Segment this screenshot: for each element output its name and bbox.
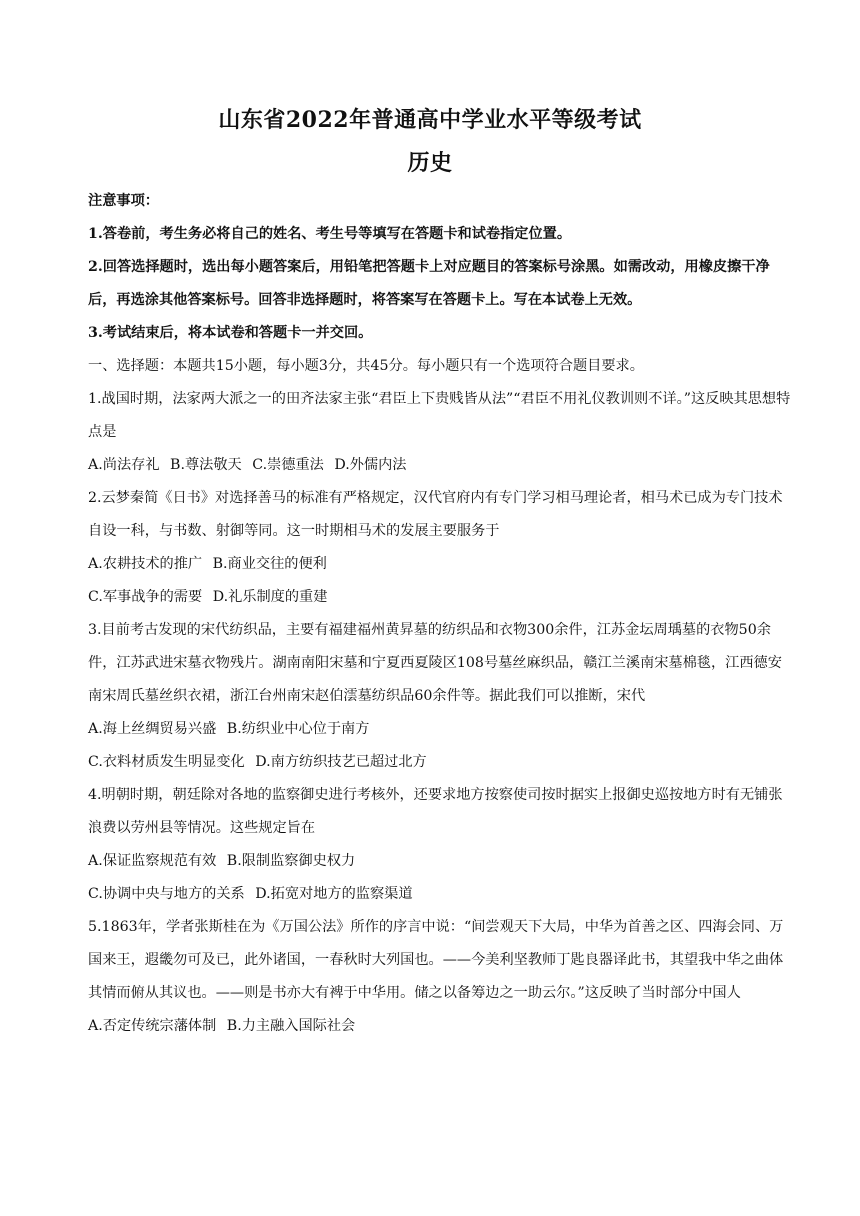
option: B.力主融入国际社会 [226,1018,356,1034]
question-options [88,581,793,614]
option: D.礼乐制度的重建 [212,589,328,605]
option: D.南方纺织技艺已超过北方 [255,754,427,770]
section-heading: 一、选择题：本题共15小题，每小题3分，共45分。每小题只有一个选项符合题目要求。 [88,358,644,374]
option: C.衣料材质发生明显变化 [88,754,245,770]
option: D.拓宽对地方的监察渠道 [255,886,413,902]
exam-title: 山东省2022年普通高中学业水平等级考试 [218,107,642,133]
option: A.海上丝绸贸易兴盛 [88,721,217,737]
note-item: 3.考试结束后，将本试卷和答题卡一并交回。 [88,325,373,341]
question-options [88,845,793,878]
option: A.保证监察规范有效 [88,853,217,869]
option: B.商业交往的便利 [212,556,327,572]
option: C.协调中央与地方的关系 [88,886,245,902]
option: A.尚法存礼 [88,457,160,473]
question-options [88,713,793,746]
question-stem: 3.目前考古发现的宋代纺织品，主要有福建福州黄昇墓的纺织品和衣物300余件，江苏金坛周瑀墓的衣物50余件，江苏武进宋墓衣物残片。湖南南阳宋墓和宁夏西夏陵区108号墓丝麻织品，赣江兰溪南宋墓棉毯，江西德安南宋周氏墓丝织衣裙，浙江台州南宋赵伯澐墓纺织品60余件等。据此我们可以推断，宋代 [88,622,782,704]
subject-title: 历史 [407,150,453,176]
question-stem: 5.1863年，学者张斯桂在为《万国公法》所作的序言中说：“间尝观天下大局，中华为首善之区、四海会同、万国来王，遐畿勿可及已，此外诸国，一春秋时大列国也。——今美利坚教师丁匙良器译此书，其望我中华之曲体其情而俯从其议也。——则是书亦大有裨于中华用。储之以备筹边之一助云尔。”这反映了当时部分中国人 [88,919,784,1001]
note-item: 1.答卷前，考生务必将自己的姓名、考生号等填写在答题卡和试卷指定位置。 [88,226,572,242]
note-item: 2.回答选择题时，选出每小题答案后，用铅笔把答题卡上对应题目的答案标号涂黑。如需改动，用橡皮擦干净后，再选涂其他答案标号。回答非选择题时，将答案写在答题卡上。写在本试卷上无效。 [88,259,770,308]
question-stem: 4.明朝时期，朝廷除对各地的监察御史进行考核外，还要求地方按察使司按时据实上报御史巡按地方时有无铺张浪费以劳州县等情况。这些规定旨在 [88,787,783,836]
question-options [88,878,793,911]
option: B.尊法敬天 [170,457,242,473]
option: B.纺织业中心位于南方 [226,721,370,737]
option: A.农耕技术的推广 [88,556,203,572]
notes-heading: 注意事项： [88,193,159,209]
exam-body [88,185,793,1043]
question-options [88,746,793,779]
option: C.军事战争的需要 [88,589,203,605]
question-stem: 1.战国时期，法家两大派之一的田齐法家主张“君臣上下贵贱皆从法”“君臣不用礼仪教训则不详。”这反映其思想特点是 [88,391,791,440]
option: C.崇德重法 [252,457,324,473]
question-stem: 2.云梦秦简《日书》对选择善马的标准有严格规定，汉代官府内有专门学习相马理论者，相马术已成为专门技术自设一科，与书数、射御等同。这一时期相马术的发展主要服务于 [88,490,783,539]
option: B.限制监察御史权力 [226,853,356,869]
option: A.否定传统宗藩体制 [88,1018,217,1034]
question-options [88,449,793,482]
question-options [88,548,793,581]
question-options [88,1010,793,1043]
option: D.外儒内法 [334,457,407,473]
